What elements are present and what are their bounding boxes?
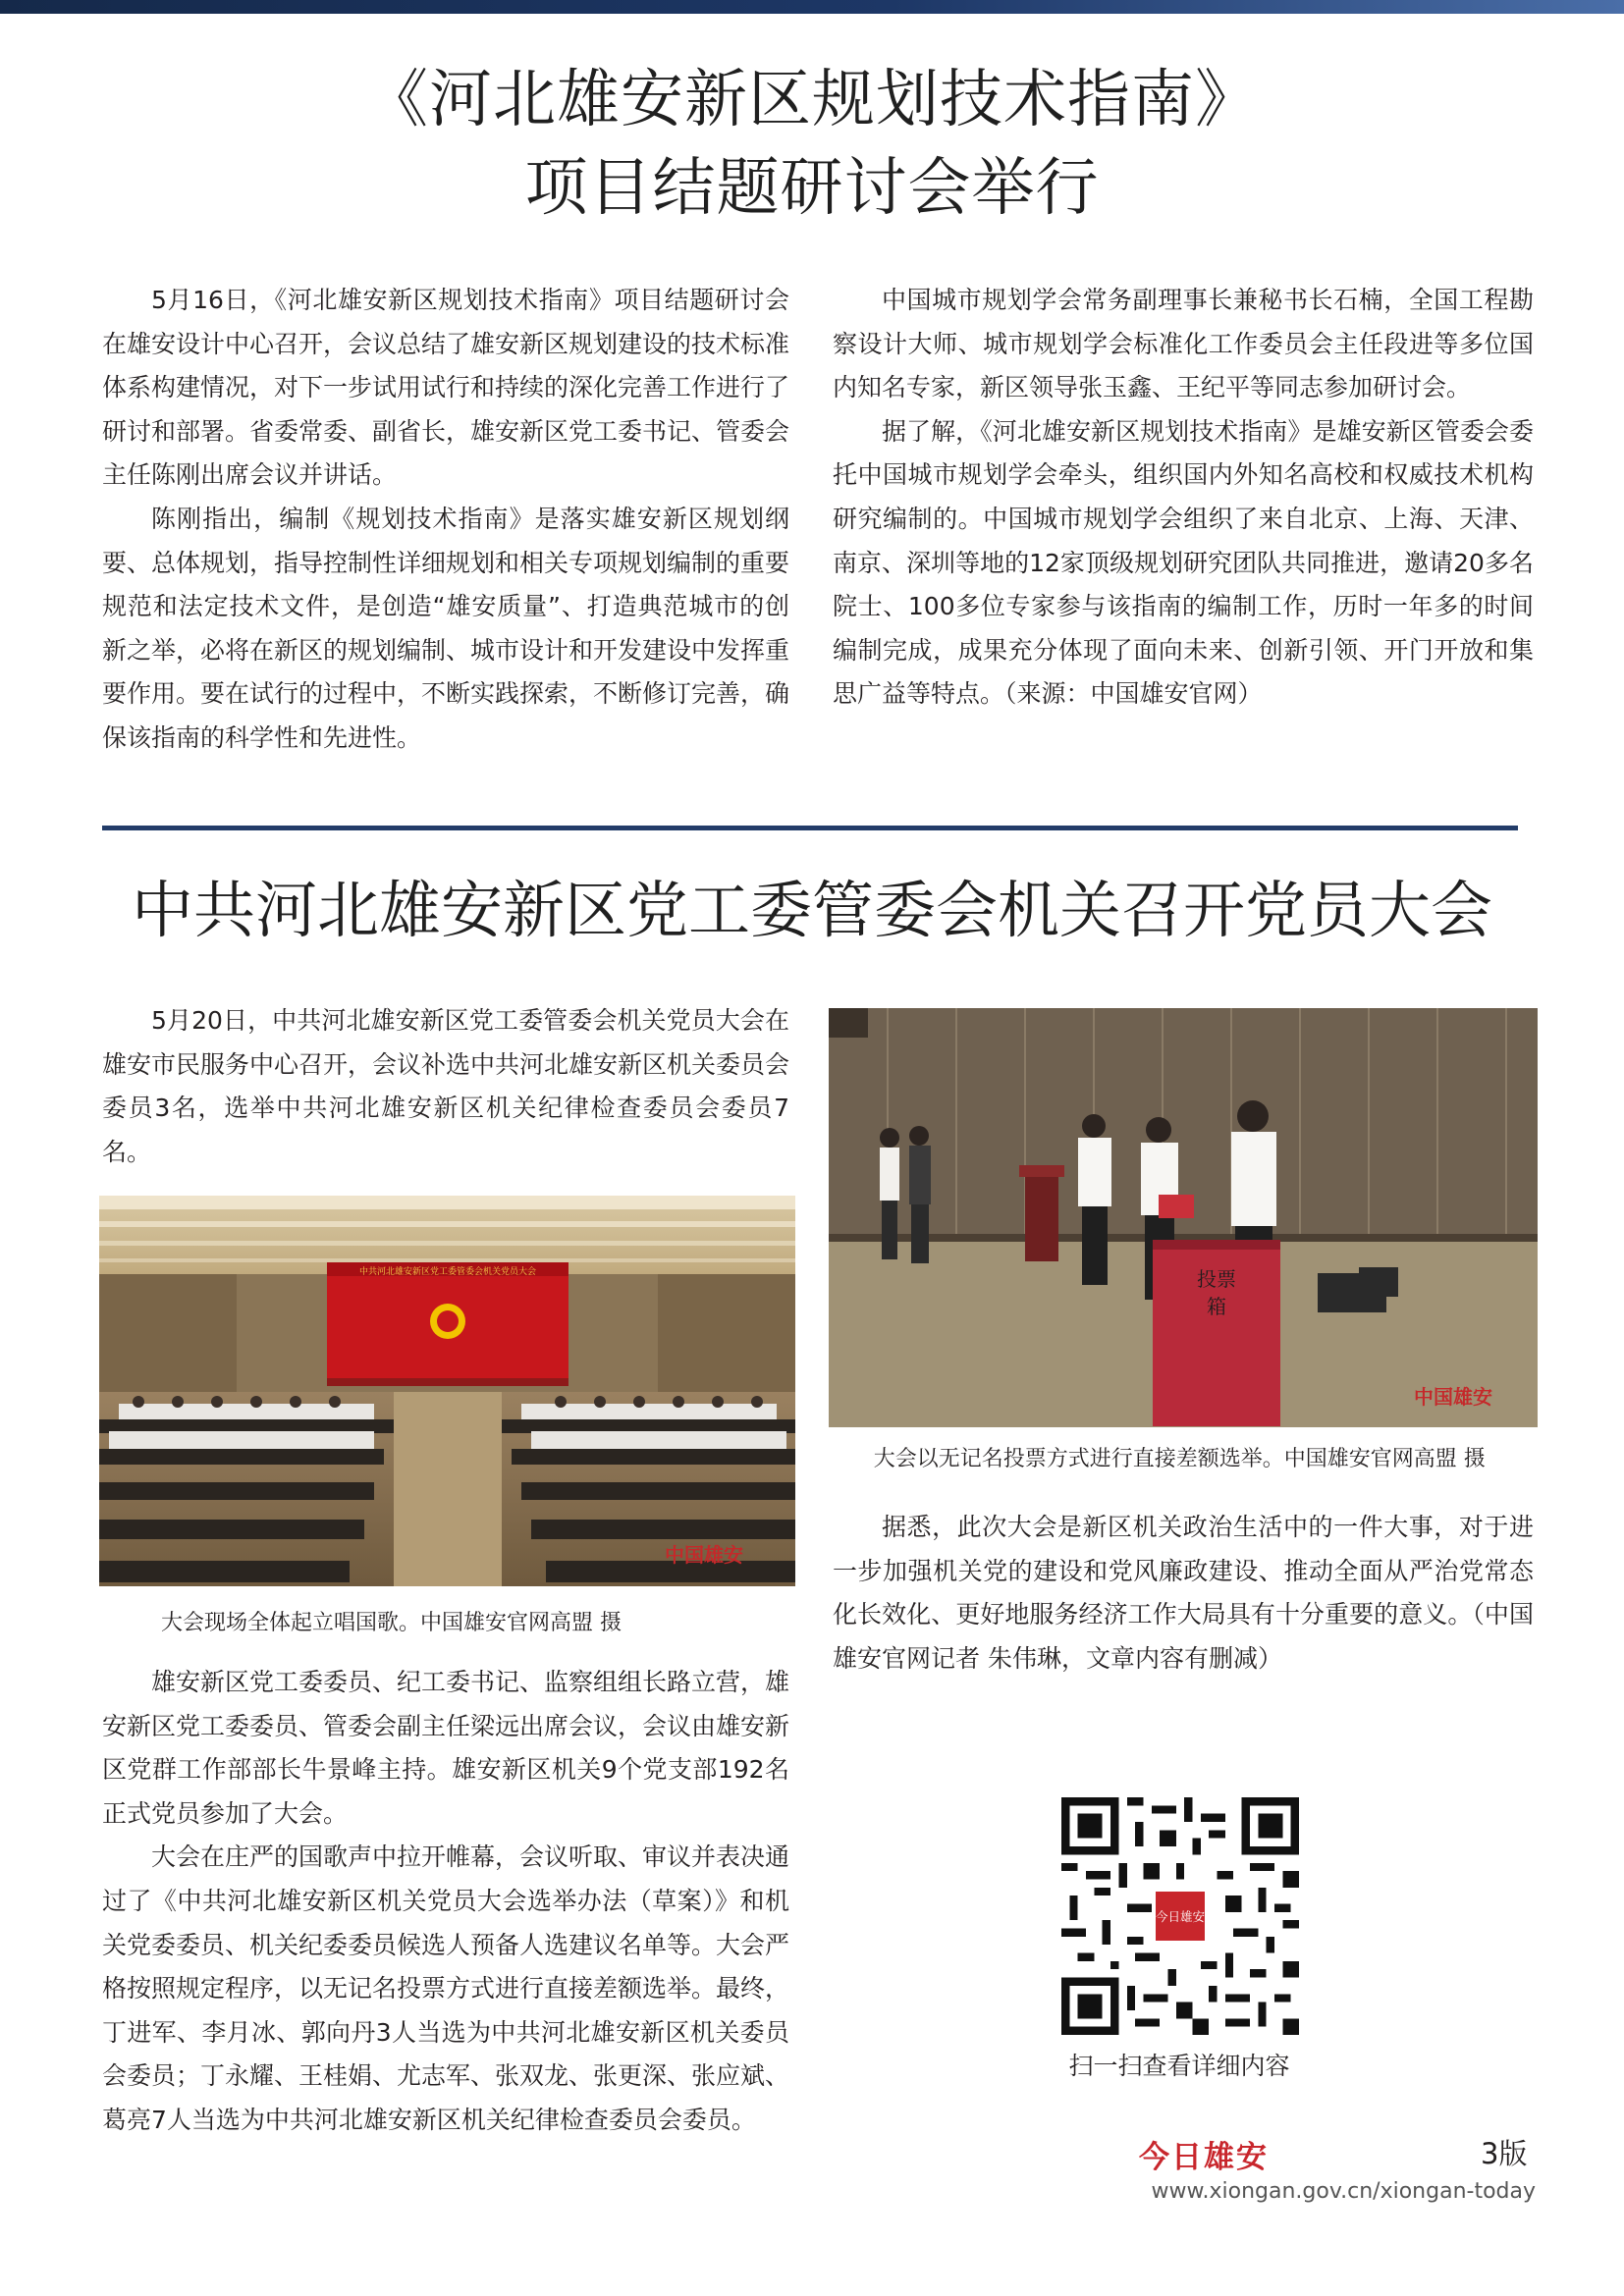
article1-right-column [833,279,1534,717]
article2-intro [102,999,789,1174]
article1-left-column [102,279,789,761]
article1-paragraph: 据了解，《河北雄安新区规划技术指南》是雄安新区管委会委托中国城市规划学会牵头，组织国内外知名高校和权威技术机构研究编制的。中国城市规划学会组织了来自北京、上海、天津、南京、深圳等地的12家顶级规划研究团队共同推进，邀请20多名院士、100多位专家参与该指南的编制工作，历时一年多的时间编制完成，成果充分体现了面向未来、创新引领、开门开放和集思广益等特点。（来源：中国雄安官网） [833,416,1534,709]
article1-paragraph: 陈刚指出，编制《规划技术指南》是落实雄安新区规划纲要、总体规划，指导控制性详细规划和相关专项规划编制的重要规范和法定技术文件，是创造“雄安质量”、打造典范城市的创新之举，必将在新区的规划编制、城市设计和开发建设中发挥重要作用。要在试行的过程中，不断实践探索，不断修订完善，确保该指南的科学性和先进性。 [102,504,790,752]
photo1-caption: 大会现场全体起立唱国歌。中国雄安官网高盟 摄 [161,1611,622,1635]
article2-title: 中共河北雄安新区党工委管委会机关召开党员大会 [132,875,1492,946]
article1-paragraph: 5月16日，《河北雄安新区规划技术指南》项目结题研讨会在雄安设计中心召开，会议总结了雄安新区规划建设的技术标准体系构建情况，对下一步试用试行和持续的深化完善工作进行了研讨和部署。省委常委、副省长，雄安新区党工委书记、管委会主任陈刚出席会议并讲话。 [102,286,790,490]
article2-paragraph: 雄安新区党工委委员、纪工委书记、监察组组长路立营，雄安新区党工委委员、管委会副主任梁远出席会议，会议由雄安新区党群工作部部长牛景峰主持。雄安新区机关9个党支部192名正式党员参加了大会。 [102,1668,790,1828]
photo1-watermark: 中国雄安 [665,1543,743,1567]
photo2-watermark: 中国雄安 [1414,1385,1492,1409]
top-banner-bar [0,0,1624,14]
article1-title-line2: 项目结题研讨会举行 [524,152,1100,225]
hall-banner-text: 中共河北雄安新区党工委管委会机关党员大会 [358,1267,536,1277]
ballot-box-label: 投票箱 [1197,1267,1236,1318]
photo-assembly-hall [99,1196,795,1586]
page-number: 3版 [1481,2137,1528,2170]
article2-paragraph: 据悉，此次大会是新区机关政治生活中的一件大事，对于进一步加强机关党的建设和党风廉政建设、推动全面从严治党常态化长效化、更好地服务经济工作大局具有十分重要的意义。（中国雄安官网记者 朱伟琳，文章内容有删减） [833,1513,1534,1673]
article2-paragraph: 5月20日，中共河北雄安新区党工委管委会机关党员大会在雄安市民服务中心召开，会议补选中共河北雄安新区机关委员会委员3名，选举中共河北雄安新区机关纪律检查委员会委员7名。 [102,1006,790,1166]
section-divider [102,826,1518,830]
article2-paragraph: 大会在庄严的国歌声中拉开帷幕，会议听取、审议并表决通过了《中共河北雄安新区机关党员大会选举办法（草案）》和机关党委委员、机关纪委委员候选人预备人选建议名单等。大会严格按照规定程序，以无记名投票方式进行直接差额选举。最终，丁进军、李月冰、郭向丹3人当选为中共河北雄安新区机关委员会委员；丁永耀、王桂娟、尤志军、张双龙、张更深、张应斌、葛亮7人当选为中共河北雄安新区机关纪律检查委员会委员。 [102,1842,790,2134]
photo2-caption: 大会以无记名投票方式进行直接差额选举。中国雄安官网高盟 摄 [873,1447,1486,1471]
qr-caption: 扫一扫查看详细内容 [1068,2052,1290,2080]
footer-url[interactable]: www.xiongan.gov.cn/xiongan-today [1151,2179,1536,2204]
footer-logo: 今日雄安 [1139,2140,1269,2175]
article1-paragraph: 中国城市规划学会常务副理事长兼秘书长石楠，全国工程勘察设计大师、城市规划学会标准化工作委员会主任段进等多位国内知名专家，新区领导张玉鑫、王纪平等同志参加研讨会。 [833,286,1534,402]
qr-center-label: 今日雄安 [1155,1909,1206,1925]
photo-ballot-voting [829,1008,1538,1427]
article2-left-column [102,1661,789,2143]
qr-code[interactable] [1061,1797,1299,2035]
article1-title-line1: 《河北雄安新区规划技术指南》 [365,64,1259,136]
article2-right-column [833,1506,1534,1681]
